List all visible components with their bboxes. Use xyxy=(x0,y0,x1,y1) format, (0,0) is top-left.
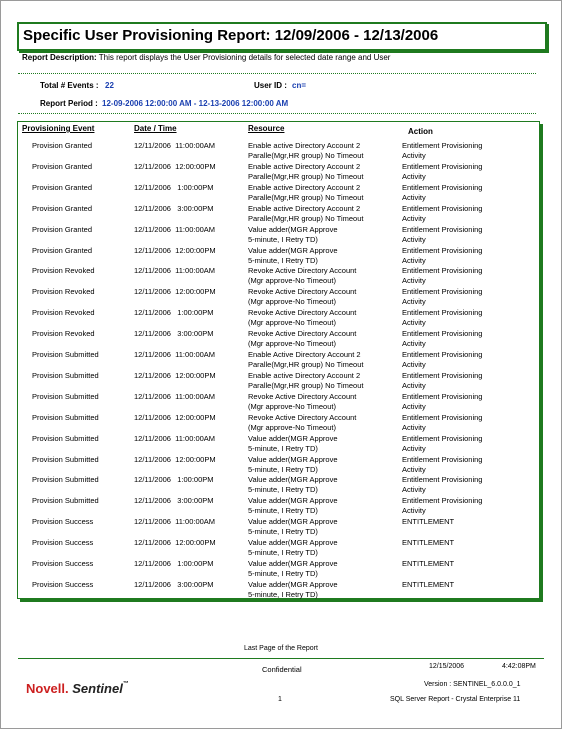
resource-cell-line2: 5-minute, I Retry TD) xyxy=(248,506,318,516)
resource-cell xyxy=(248,434,338,454)
action-cell xyxy=(402,559,454,569)
action-cell xyxy=(402,183,482,203)
action-cell-line2: Activity xyxy=(402,192,426,202)
datetime-cell: 12/11/2006 1:00:00PM xyxy=(134,182,214,192)
action-cell-line2: Activity xyxy=(402,443,426,453)
action-cell-line1: Entitlement Provisioning xyxy=(402,412,483,422)
resource-cell-line2: 5-minute, I Retry TD) xyxy=(248,234,318,244)
action-cell xyxy=(402,392,482,412)
event-cell: Provision Revoked xyxy=(32,308,95,318)
print-time: 4:42:08PM xyxy=(502,663,536,670)
resource-cell-line1: Value adder(MGR Approve xyxy=(248,454,338,464)
event-cell: Provision Submitted xyxy=(32,433,99,443)
resource-cell xyxy=(248,266,356,286)
action-cell-line2: Activity xyxy=(402,464,426,474)
event-cell: Provision Granted xyxy=(32,141,93,150)
event-cell: Provision Submitted xyxy=(32,350,99,359)
action-cell xyxy=(402,162,482,182)
resource-cell-line2: Paralle(Mgr,HR group) No Timeout xyxy=(248,171,364,181)
datetime-cell: 12/11/2006 1:00:00PM xyxy=(134,559,214,568)
datetime-cell: 12/11/2006 3:00:00PM xyxy=(134,329,214,339)
novell-sentinel-logo: Novell. Sentinel™ xyxy=(26,681,129,696)
header-provisioning-event: Provisioning Event xyxy=(22,124,95,133)
resource-cell-line1: Value adder(MGR Approve xyxy=(248,496,338,506)
resource-cell-line2: Paralle(Mgr,HR group) No Timeout xyxy=(248,360,364,369)
resource-cell xyxy=(248,371,363,391)
divider xyxy=(18,73,536,74)
resource-cell xyxy=(248,350,363,370)
table-row xyxy=(0,287,540,308)
table-row xyxy=(0,308,540,329)
resource-cell xyxy=(248,329,356,349)
action-cell-line1: Entitlement Provisioning xyxy=(402,496,483,506)
event-cell: Provision Success xyxy=(32,517,94,527)
resource-cell-line2: 5-minute, I Retry TD) xyxy=(248,485,318,495)
event-cell: Provision Success xyxy=(32,579,94,589)
resource-cell-line2: (Mgr approve-No Timeout) xyxy=(248,297,336,307)
table-row xyxy=(0,225,540,246)
action-cell xyxy=(402,308,482,328)
table-row xyxy=(0,204,540,225)
resource-cell-line2: (Mgr approve-No Timeout) xyxy=(248,401,336,411)
resource-cell xyxy=(248,475,338,495)
action-cell-line1: ENTITLEMENT xyxy=(402,579,455,589)
action-cell-line1: Entitlement Provisioning xyxy=(402,287,483,297)
report-description xyxy=(22,53,390,62)
resource-cell xyxy=(248,455,338,475)
footer-rule xyxy=(18,658,544,659)
event-cell: Provision Granted xyxy=(32,224,93,234)
datetime-cell: 12/11/2006 11:00:00AM xyxy=(134,266,216,276)
action-cell-line1: Entitlement Provisioning xyxy=(402,245,483,255)
event-cell: Provision Submitted xyxy=(32,412,99,422)
header-resource: Resource xyxy=(248,124,285,133)
action-cell-line2: Activity xyxy=(402,255,426,265)
event-cell: Provision Revoked xyxy=(32,329,95,339)
table-row xyxy=(0,392,540,413)
resource-cell-line2: (Mgr approve-No Timeout) xyxy=(248,339,336,349)
datetime-cell: 12/11/2006 11:00:00AM xyxy=(134,141,216,150)
datetime-cell: 12/11/2006 1:00:00PM xyxy=(134,475,214,485)
action-cell xyxy=(402,413,482,433)
event-cell: Provision Submitted xyxy=(32,496,99,506)
event-cell: Provision Success xyxy=(32,538,94,548)
action-cell-line2: Activity xyxy=(402,360,426,369)
print-date: 12/15/2006 xyxy=(429,663,465,670)
resource-cell-line1: Value adder(MGR Approve xyxy=(248,579,338,589)
action-cell xyxy=(402,455,482,475)
action-cell-line1: Entitlement Provisioning xyxy=(402,161,483,171)
resource-cell-line2: Paralle(Mgr,HR group) No Timeout xyxy=(248,192,364,202)
action-cell-line1: Entitlement Provisioning xyxy=(402,433,483,443)
action-cell-line2: Activity xyxy=(402,297,426,307)
resource-cell-line1: Enable active Directory Account 2 xyxy=(248,370,361,380)
report-period-value: 12-09-2006 12:00:00 AM - 12-13-2006 12:00:00 AM xyxy=(102,99,289,108)
resource-cell xyxy=(248,183,363,203)
resource-cell xyxy=(248,496,338,516)
last-page-note: Last Page of the Report xyxy=(244,645,318,652)
resource-cell-line2: 5-minute, I Retry TD) xyxy=(248,255,318,265)
resource-cell-line1: Enable Active Directory Account 2 xyxy=(248,350,361,359)
total-events-label: Total # Events : xyxy=(40,81,99,90)
table-row xyxy=(0,538,540,559)
datetime-cell: 12/11/2006 12:00:00PM xyxy=(134,538,216,548)
action-cell xyxy=(402,225,482,245)
resource-cell-line1: Revoke Active Directory Account xyxy=(248,308,357,318)
resource-cell-line1: Enable active Directory Account 2 xyxy=(248,182,361,192)
resource-cell-line2: Paralle(Mgr,HR group) No Timeout xyxy=(248,151,364,160)
table-row xyxy=(0,183,540,204)
table-row xyxy=(0,246,540,267)
resource-cell xyxy=(248,559,338,579)
logo-sentinel: Sentinel xyxy=(72,681,123,696)
resource-cell xyxy=(248,308,356,328)
datetime-cell: 12/11/2006 11:00:00AM xyxy=(134,350,216,359)
table-row xyxy=(0,455,540,476)
datetime-cell: 12/11/2006 11:00:00AM xyxy=(134,433,216,443)
table-row xyxy=(0,517,540,538)
header-date-time: Date / Time xyxy=(134,124,177,133)
action-cell xyxy=(402,538,454,548)
event-cell: Provision Submitted xyxy=(32,475,99,485)
resource-cell-line2: Paralle(Mgr,HR group) No Timeout xyxy=(248,213,364,223)
resource-cell-line1: Revoke Active Directory Account xyxy=(248,266,357,276)
action-cell-line1: Entitlement Provisioning xyxy=(402,454,483,464)
resource-cell-line1: Value adder(MGR Approve xyxy=(248,224,338,234)
action-cell-line1: Entitlement Provisioning xyxy=(402,329,483,339)
version-text: Version : SENTINEL_6.0.0.0_1 xyxy=(424,681,521,688)
resource-cell xyxy=(248,162,363,182)
resource-cell xyxy=(248,287,356,307)
action-cell-line2: Activity xyxy=(402,485,426,495)
datetime-cell: 12/11/2006 12:00:00PM xyxy=(134,245,216,255)
datetime-cell: 12/11/2006 11:00:00AM xyxy=(134,391,216,401)
user-id-value: cn= xyxy=(292,81,307,90)
action-cell-line2: Activity xyxy=(402,380,426,390)
action-cell xyxy=(402,517,454,527)
resource-cell-line2: 5-minute, I Retry TD) xyxy=(248,569,318,578)
table-row xyxy=(0,434,540,455)
page-number: 1 xyxy=(278,696,282,703)
resource-cell-line2: Paralle(Mgr,HR group) No Timeout xyxy=(248,380,364,390)
event-cell: Provision Submitted xyxy=(32,454,99,464)
action-cell-line2: Activity xyxy=(402,422,426,432)
resource-cell-line1: Revoke Active Directory Account xyxy=(248,287,357,297)
action-cell xyxy=(402,350,482,370)
total-events-value: 22 xyxy=(105,81,114,90)
resource-cell xyxy=(248,246,338,266)
datetime-cell: 12/11/2006 3:00:00PM xyxy=(134,203,214,213)
action-cell-line1: Entitlement Provisioning xyxy=(402,308,483,318)
logo-novell: Novell. xyxy=(26,681,69,696)
table-row xyxy=(0,559,540,580)
event-cell: Provision Granted xyxy=(32,182,93,192)
resource-cell xyxy=(248,225,338,245)
resource-cell-line1: Value adder(MGR Approve xyxy=(248,538,338,548)
datetime-cell: 12/11/2006 12:00:00PM xyxy=(134,287,216,297)
action-cell-line1: ENTITLEMENT xyxy=(402,538,455,548)
report-period-label: Report Period : xyxy=(40,99,98,108)
action-cell xyxy=(402,204,482,224)
action-cell-line1: ENTITLEMENT xyxy=(402,559,455,568)
table-row xyxy=(0,266,540,287)
resource-cell xyxy=(248,413,356,433)
action-cell-line2: Activity xyxy=(402,151,426,160)
resource-cell-line1: Value adder(MGR Approve xyxy=(248,433,338,443)
datetime-cell: 12/11/2006 11:00:00AM xyxy=(134,517,216,527)
confidential-label: Confidential xyxy=(262,665,302,674)
datetime-cell: 12/11/2006 12:00:00PM xyxy=(134,161,216,171)
resource-cell xyxy=(248,141,363,161)
table-row xyxy=(0,580,540,601)
action-cell xyxy=(402,496,482,516)
action-cell xyxy=(402,266,482,286)
action-cell-line1: Entitlement Provisioning xyxy=(402,350,483,359)
resource-cell-line2: (Mgr approve-No Timeout) xyxy=(248,318,336,328)
description-label: Report Description: xyxy=(22,53,97,62)
datetime-cell: 12/11/2006 1:00:00PM xyxy=(134,308,214,318)
event-cell: Provision Granted xyxy=(32,203,93,213)
action-cell-line1: ENTITLEMENT xyxy=(402,517,455,527)
action-cell-line2: Activity xyxy=(402,234,426,244)
resource-cell-line1: Revoke Active Directory Account xyxy=(248,412,357,422)
table-row xyxy=(0,141,540,162)
report-title: Specific User Provisioning Report: 12/09/2006 - 12/13/2006 xyxy=(23,27,439,44)
action-cell-line2: Activity xyxy=(402,506,426,516)
action-cell-line2: Activity xyxy=(402,213,426,223)
table-row xyxy=(0,350,540,371)
datetime-cell: 12/11/2006 3:00:00PM xyxy=(134,579,214,589)
action-cell-line2: Activity xyxy=(402,318,426,328)
action-cell-line1: Entitlement Provisioning xyxy=(402,475,483,485)
table-row xyxy=(0,496,540,517)
divider xyxy=(18,113,536,114)
report-title-box xyxy=(17,22,547,51)
resource-cell-line1: Value adder(MGR Approve xyxy=(248,245,338,255)
resource-cell-line2: 5-minute, I Retry TD) xyxy=(248,464,318,474)
event-cell: Provision Submitted xyxy=(32,391,99,401)
datetime-cell: 12/11/2006 12:00:00PM xyxy=(134,454,216,464)
resource-cell-line1: Value adder(MGR Approve xyxy=(248,475,338,485)
action-cell-line2: Activity xyxy=(402,339,426,349)
action-cell-line1: Entitlement Provisioning xyxy=(402,182,483,192)
action-cell xyxy=(402,371,482,391)
event-cell: Provision Submitted xyxy=(32,370,99,380)
resource-cell xyxy=(248,580,338,600)
datetime-cell: 12/11/2006 12:00:00PM xyxy=(134,370,216,380)
resource-cell xyxy=(248,204,363,224)
resource-cell xyxy=(248,517,338,537)
datetime-cell: 12/11/2006 3:00:00PM xyxy=(134,496,214,506)
action-cell-line1: Entitlement Provisioning xyxy=(402,370,483,380)
resource-cell-line2: 5-minute, I Retry TD) xyxy=(248,589,318,599)
table-row xyxy=(0,162,540,183)
table-row xyxy=(0,475,540,496)
event-cell: Provision Success xyxy=(32,559,94,568)
action-cell xyxy=(402,329,482,349)
resource-cell-line1: Enable active Directory Account 2 xyxy=(248,141,361,150)
resource-cell-line1: Value adder(MGR Approve xyxy=(248,559,338,568)
action-cell xyxy=(402,287,482,307)
action-cell xyxy=(402,475,482,495)
action-cell xyxy=(402,246,482,266)
action-cell-line1: Entitlement Provisioning xyxy=(402,203,483,213)
action-cell xyxy=(402,434,482,454)
action-cell-line2: Activity xyxy=(402,171,426,181)
action-cell-line2: Activity xyxy=(402,401,426,411)
resource-cell-line2: 5-minute, I Retry TD) xyxy=(248,527,318,537)
event-cell: Provision Granted xyxy=(32,245,93,255)
action-cell-line1: Entitlement Provisioning xyxy=(402,391,483,401)
resource-cell-line2: (Mgr approve-No Timeout) xyxy=(248,422,336,432)
datetime-cell: 12/11/2006 11:00:00AM xyxy=(134,224,216,234)
resource-cell-line1: Value adder(MGR Approve xyxy=(248,517,338,527)
event-cell: Provision Revoked xyxy=(32,287,95,297)
resource-cell xyxy=(248,392,356,412)
table-row xyxy=(0,371,540,392)
table-row xyxy=(0,413,540,434)
resource-cell-line1: Enable active Directory Account 2 xyxy=(248,203,361,213)
resource-cell-line1: Revoke Active Directory Account xyxy=(248,329,357,339)
action-cell-line1: Entitlement Provisioning xyxy=(402,224,483,234)
action-cell-line1: Entitlement Provisioning xyxy=(402,266,483,276)
report-source: SQL Server Report - Crystal Enterprise 11 xyxy=(390,696,521,703)
resource-cell-line2: 5-minute, I Retry TD) xyxy=(248,548,318,558)
header-action: Action xyxy=(408,127,433,136)
action-cell xyxy=(402,580,454,590)
user-id-label: User ID : xyxy=(254,81,287,90)
resource-cell xyxy=(248,538,338,558)
resource-cell-line1: Enable active Directory Account 2 xyxy=(248,161,361,171)
description-text: This report displays the User Provisioning details for selected date range and User xyxy=(96,53,391,62)
resource-cell-line1: Revoke Active Directory Account xyxy=(248,391,357,401)
table-row xyxy=(0,329,540,350)
resource-cell-line2: (Mgr approve-No Timeout) xyxy=(248,276,336,286)
datetime-cell: 12/11/2006 12:00:00PM xyxy=(134,412,216,422)
action-cell-line2: Activity xyxy=(402,276,426,286)
action-cell-line1: Entitlement Provisioning xyxy=(402,141,483,150)
event-cell: Provision Revoked xyxy=(32,266,95,276)
resource-cell-line2: 5-minute, I Retry TD) xyxy=(248,443,318,453)
action-cell xyxy=(402,141,482,161)
event-cell: Provision Granted xyxy=(32,161,93,171)
